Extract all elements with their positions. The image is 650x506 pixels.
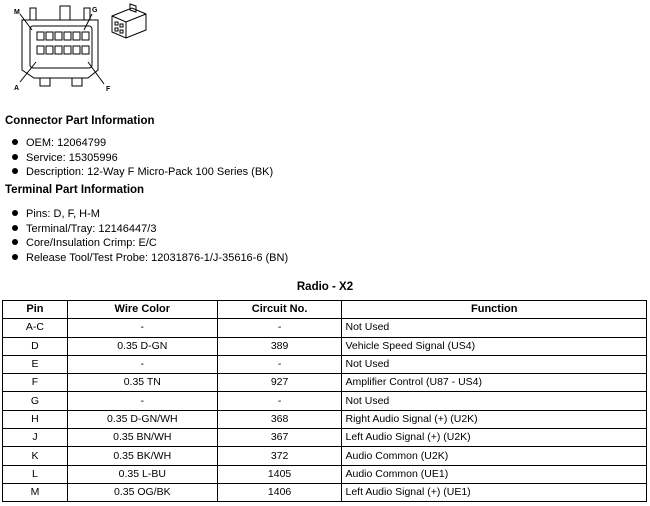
cell-wire-color: -: [67, 392, 217, 410]
cell-pin: M: [3, 483, 68, 501]
table-title: Radio - X2: [296, 281, 354, 293]
table-row: [3, 410, 647, 428]
cell-circuit-no: -: [217, 392, 342, 410]
cell-circuit-no: -: [217, 355, 342, 373]
bullet-icon: [12, 139, 18, 145]
cell-function: Not Used: [342, 355, 647, 373]
cell-circuit-no: -: [217, 319, 342, 337]
cell-pin: A-C: [3, 319, 68, 337]
table-row: [3, 447, 647, 465]
header-circuit-no: Circuit No.: [217, 301, 342, 319]
connector-diagram: [0, 0, 160, 100]
list-item: Release Tool/Test Probe: 12031876-1/J-35616-6 (BN): [12, 251, 288, 266]
pin-label-m: M: [14, 9, 20, 16]
cell-function: Not Used: [342, 319, 647, 337]
cell-pin: H: [3, 410, 68, 428]
cell-circuit-no: 1406: [217, 483, 342, 501]
header-wire-color: Wire Color: [67, 301, 217, 319]
cell-function: Amplifier Control (U87 - US4): [342, 374, 647, 392]
list-item: Terminal/Tray: 12146447/3: [12, 222, 288, 237]
cell-function: Not Used: [342, 392, 647, 410]
bullet-icon: [12, 154, 18, 160]
table-row: [3, 374, 647, 392]
pin-label-g: G: [92, 7, 98, 14]
cell-pin: F: [3, 374, 68, 392]
cell-pin: E: [3, 355, 68, 373]
cell-wire-color: 0.35 L-BU: [67, 465, 217, 483]
cell-circuit-no: 927: [217, 374, 342, 392]
cell-wire-color: 0.35 BK/WH: [67, 447, 217, 465]
cell-circuit-no: 368: [217, 410, 342, 428]
table-row: [3, 355, 647, 373]
cell-function: Right Audio Signal (+) (U2K): [342, 410, 647, 428]
cell-pin: D: [3, 337, 68, 355]
table-row: [3, 465, 647, 483]
cell-wire-color: 0.35 OG/BK: [67, 483, 217, 501]
bullet-icon: [12, 168, 18, 174]
cell-wire-color: 0.35 D-GN: [67, 337, 217, 355]
cell-function: Left Audio Signal (+) (U2K): [342, 429, 647, 447]
bullet-icon: [12, 254, 18, 260]
pin-label-f: F: [106, 86, 111, 93]
cell-circuit-no: 367: [217, 429, 342, 447]
pinout-table: [2, 300, 647, 502]
cell-pin: L: [3, 465, 68, 483]
list-item: OEM: 12064799: [12, 136, 273, 151]
list-item: Core/Insulation Crimp: E/C: [12, 236, 288, 251]
bullet-icon: [12, 239, 18, 245]
list-item: Pins: D, F, H-M: [12, 207, 288, 222]
list-item: Service: 15305996: [12, 151, 273, 166]
bullet-icon: [12, 210, 18, 216]
table-row: [3, 483, 647, 501]
cell-function: Left Audio Signal (+) (UE1): [342, 483, 647, 501]
table-header-row: [3, 301, 647, 319]
pin-label-a: A: [14, 85, 20, 92]
cell-circuit-no: 389: [217, 337, 342, 355]
cell-pin: G: [3, 392, 68, 410]
list-item: Description: 12-Way F Micro-Pack 100 Series (BK): [12, 165, 273, 180]
cell-circuit-no: 1405: [217, 465, 342, 483]
header-function: Function: [342, 301, 647, 319]
cell-function: Audio Common (U2K): [342, 447, 647, 465]
table-row: [3, 337, 647, 355]
table-row: [3, 429, 647, 447]
connector-info-list: [12, 136, 273, 180]
cell-circuit-no: 372: [217, 447, 342, 465]
cell-pin: K: [3, 447, 68, 465]
cell-wire-color: 0.35 D-GN/WH: [67, 410, 217, 428]
cell-wire-color: 0.35 TN: [67, 374, 217, 392]
table-row: [3, 392, 647, 410]
terminal-info-title: Terminal Part Information: [5, 184, 145, 196]
cell-function: Audio Common (UE1): [342, 465, 647, 483]
cell-pin: J: [3, 429, 68, 447]
cell-function: Vehicle Speed Signal (US4): [342, 337, 647, 355]
bullet-icon: [12, 225, 18, 231]
cell-wire-color: -: [67, 319, 217, 337]
cell-wire-color: -: [67, 355, 217, 373]
terminal-info-list: [12, 207, 288, 266]
connector-info-title: Connector Part Information: [5, 115, 155, 127]
table-row: [3, 319, 647, 337]
header-pin: Pin: [3, 301, 68, 319]
cell-wire-color: 0.35 BN/WH: [67, 429, 217, 447]
